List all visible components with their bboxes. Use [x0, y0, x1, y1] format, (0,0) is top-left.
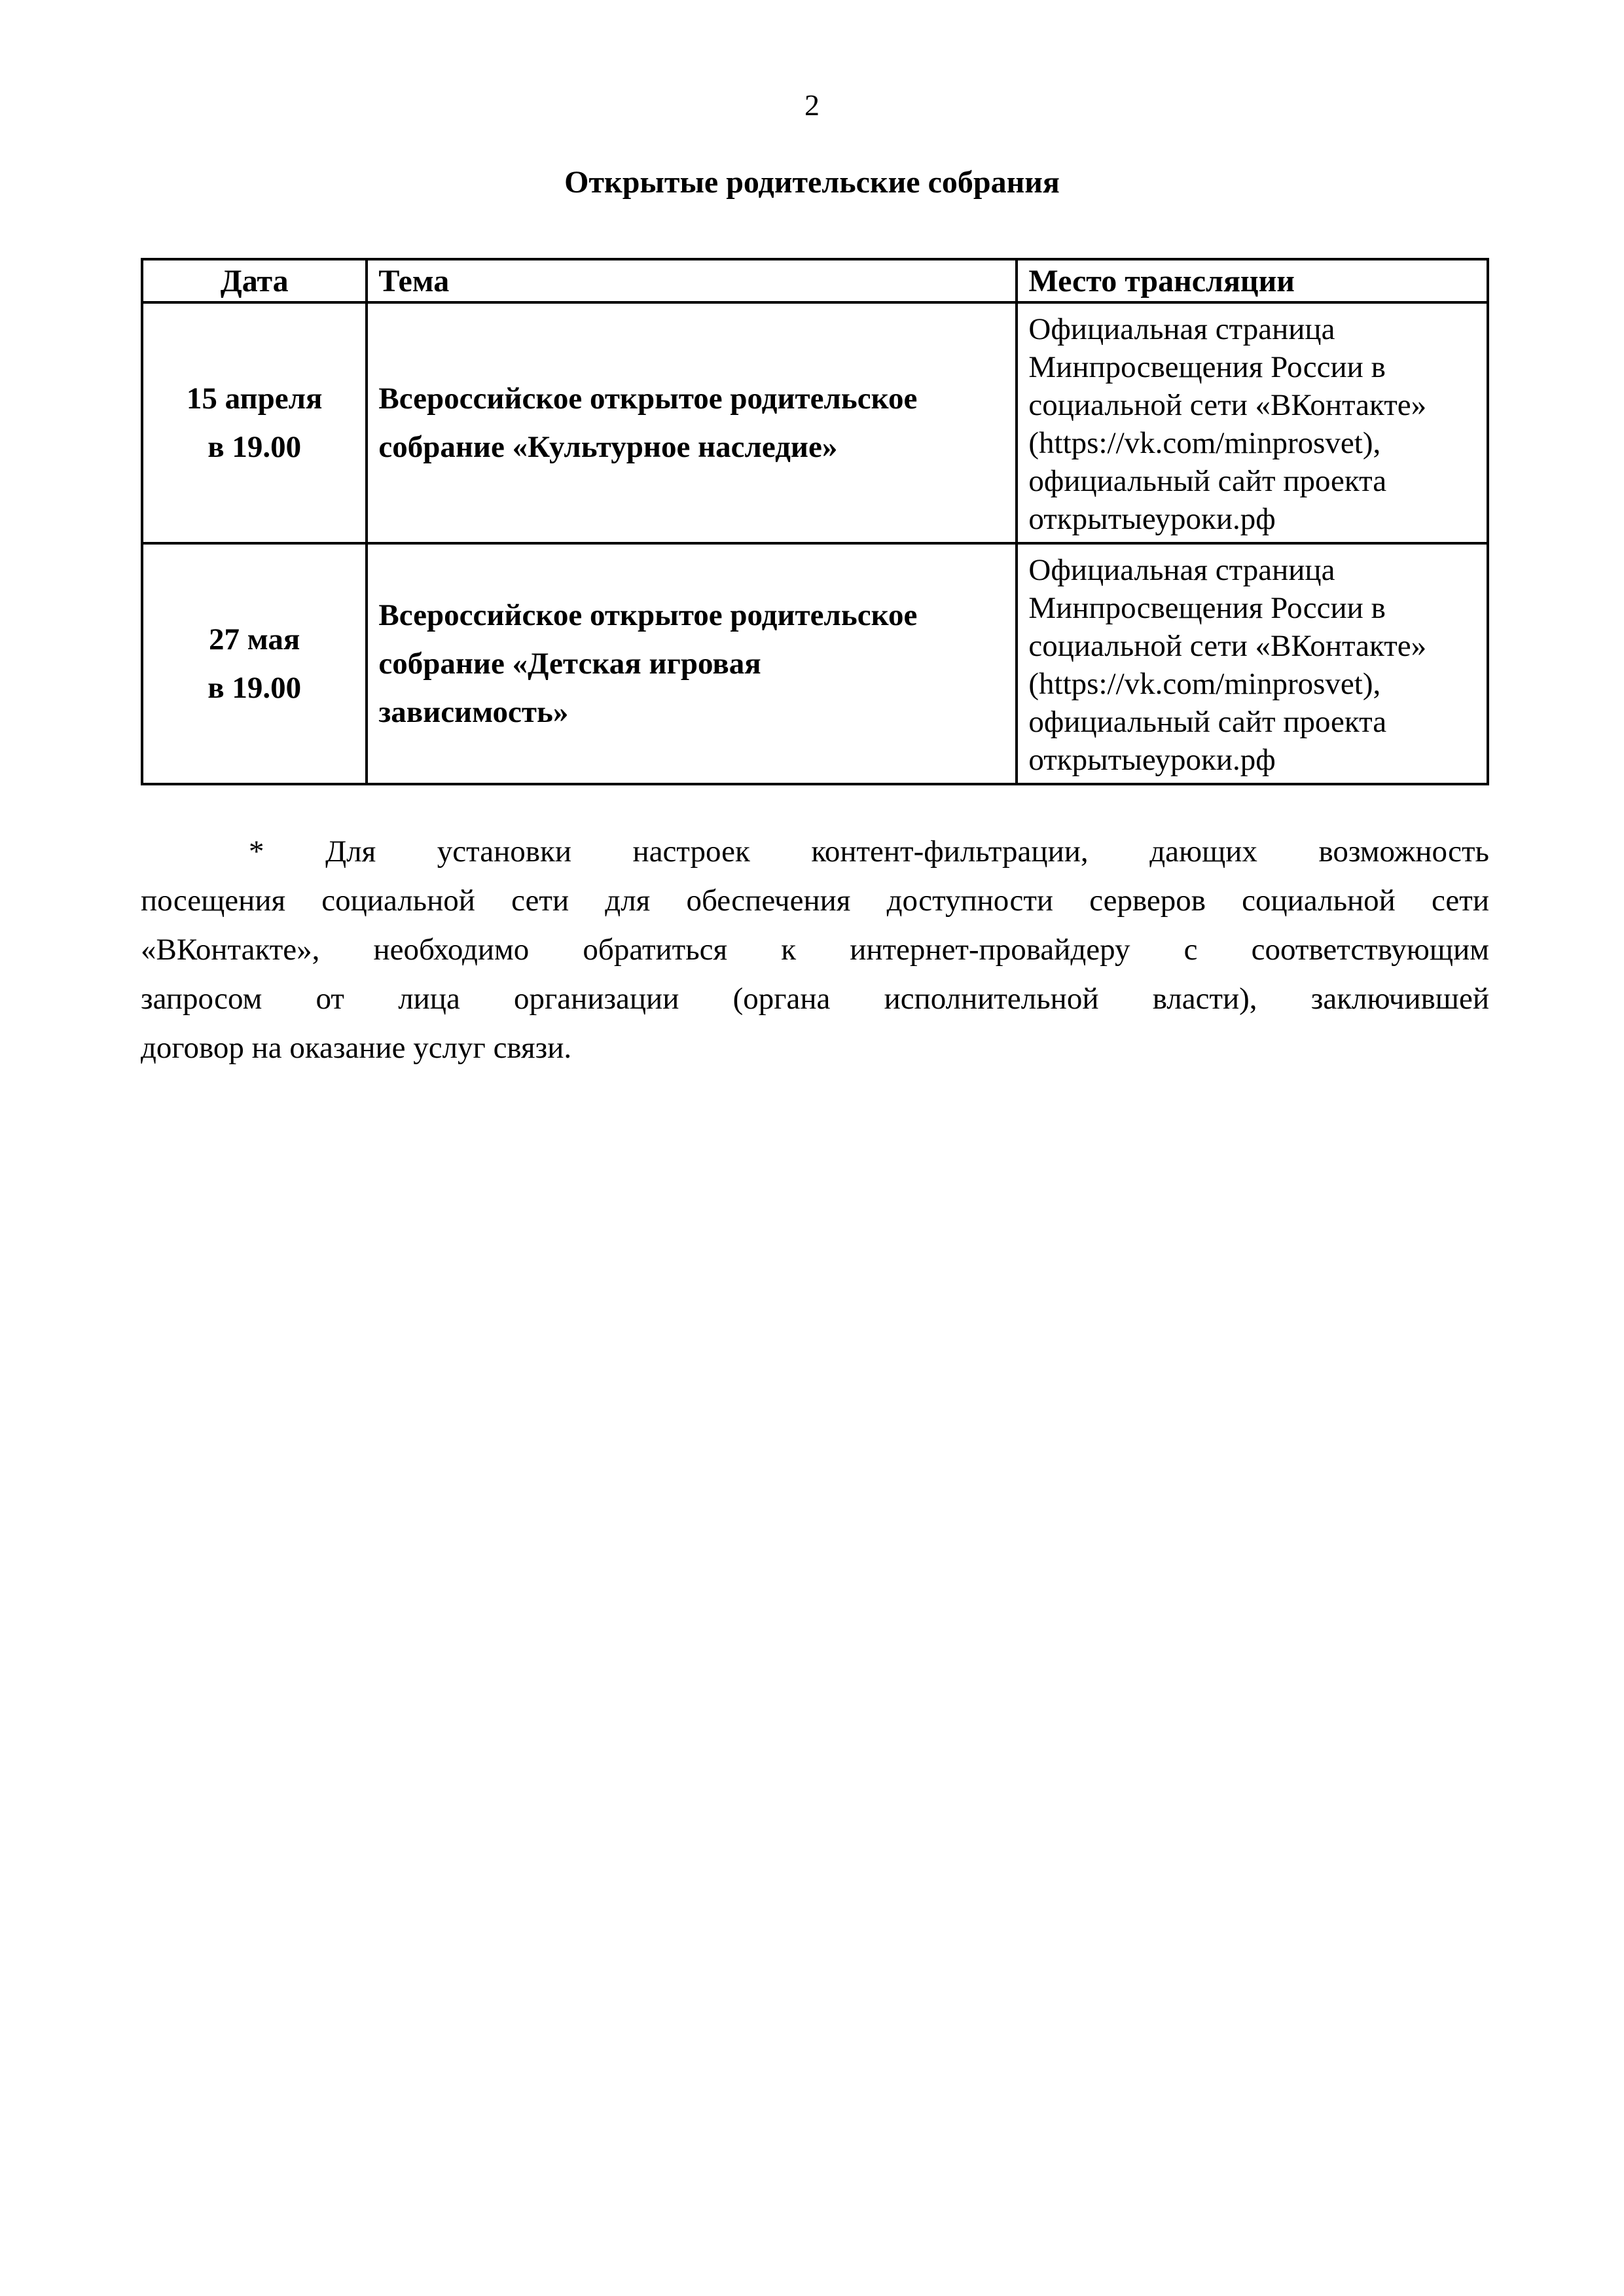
schedule-table	[141, 258, 1489, 785]
date-line: в 19.00	[208, 671, 302, 705]
date-cell	[142, 543, 367, 784]
theme-cell	[367, 302, 1017, 543]
header-cell-date: Дата	[142, 259, 367, 302]
place-line: Официальная страница	[1028, 553, 1335, 587]
content-area	[141, 258, 1489, 1073]
date-line: в 19.00	[208, 430, 302, 464]
place-line: социальной сети «ВКонтакте»	[1028, 388, 1427, 422]
place-line: Официальная страница	[1028, 312, 1335, 346]
header-cell-place: Место трансляции	[1017, 259, 1488, 302]
table-header-row	[142, 259, 1488, 302]
place-line: официальный сайт проекта	[1028, 464, 1387, 498]
place-line: Минпросвещения России в	[1028, 591, 1386, 625]
table-row	[142, 302, 1488, 543]
date-cell	[142, 302, 367, 543]
header-cell-theme: Тема	[367, 259, 1017, 302]
place-line: (https://vk.com/minprosvet),	[1028, 426, 1381, 460]
place-cell	[1017, 302, 1488, 543]
place-line: социальной сети «ВКонтакте»	[1028, 629, 1427, 663]
place-line: открытыеуроки.рф	[1028, 743, 1276, 777]
footnote-line: * Для установки настроек контент-фильтрации, дающих возможность	[249, 834, 1489, 869]
footnote-line: запросом от лица организации (органа исполнительной власти), заключившей	[141, 982, 1489, 1016]
theme-cell	[367, 543, 1017, 784]
place-line: (https://vk.com/minprosvet),	[1028, 667, 1381, 701]
footnote-line: договор на оказание услуг связи.	[141, 1031, 572, 1065]
place-line: официальный сайт проекта	[1028, 705, 1387, 739]
footnote-line: «ВКонтакте», необходимо обратиться к интернет-провайдеру с соответствующим	[141, 933, 1489, 967]
date-line: 15 апреля	[186, 382, 323, 416]
page-number: 2	[804, 88, 820, 122]
page-title: Открытые родительские собрания	[564, 165, 1060, 200]
place-line: Минпросвещения России в	[1028, 350, 1386, 384]
place-cell	[1017, 543, 1488, 784]
theme-line: собрание «Детская игровая	[378, 647, 761, 681]
theme-line: собрание «Культурное наследие»	[378, 430, 838, 464]
table-row	[142, 543, 1488, 784]
footnote-line: посещения социальной сети для обеспечения доступности серверов социальной сети	[141, 884, 1489, 918]
theme-line: зависимость»	[378, 695, 569, 729]
theme-line: Всероссийское открытое родительское	[378, 382, 918, 416]
footnote	[141, 827, 1489, 1073]
theme-line: Всероссийское открытое родительское	[378, 598, 918, 632]
place-line: открытыеуроки.рф	[1028, 502, 1276, 536]
date-line: 27 мая	[208, 622, 300, 656]
